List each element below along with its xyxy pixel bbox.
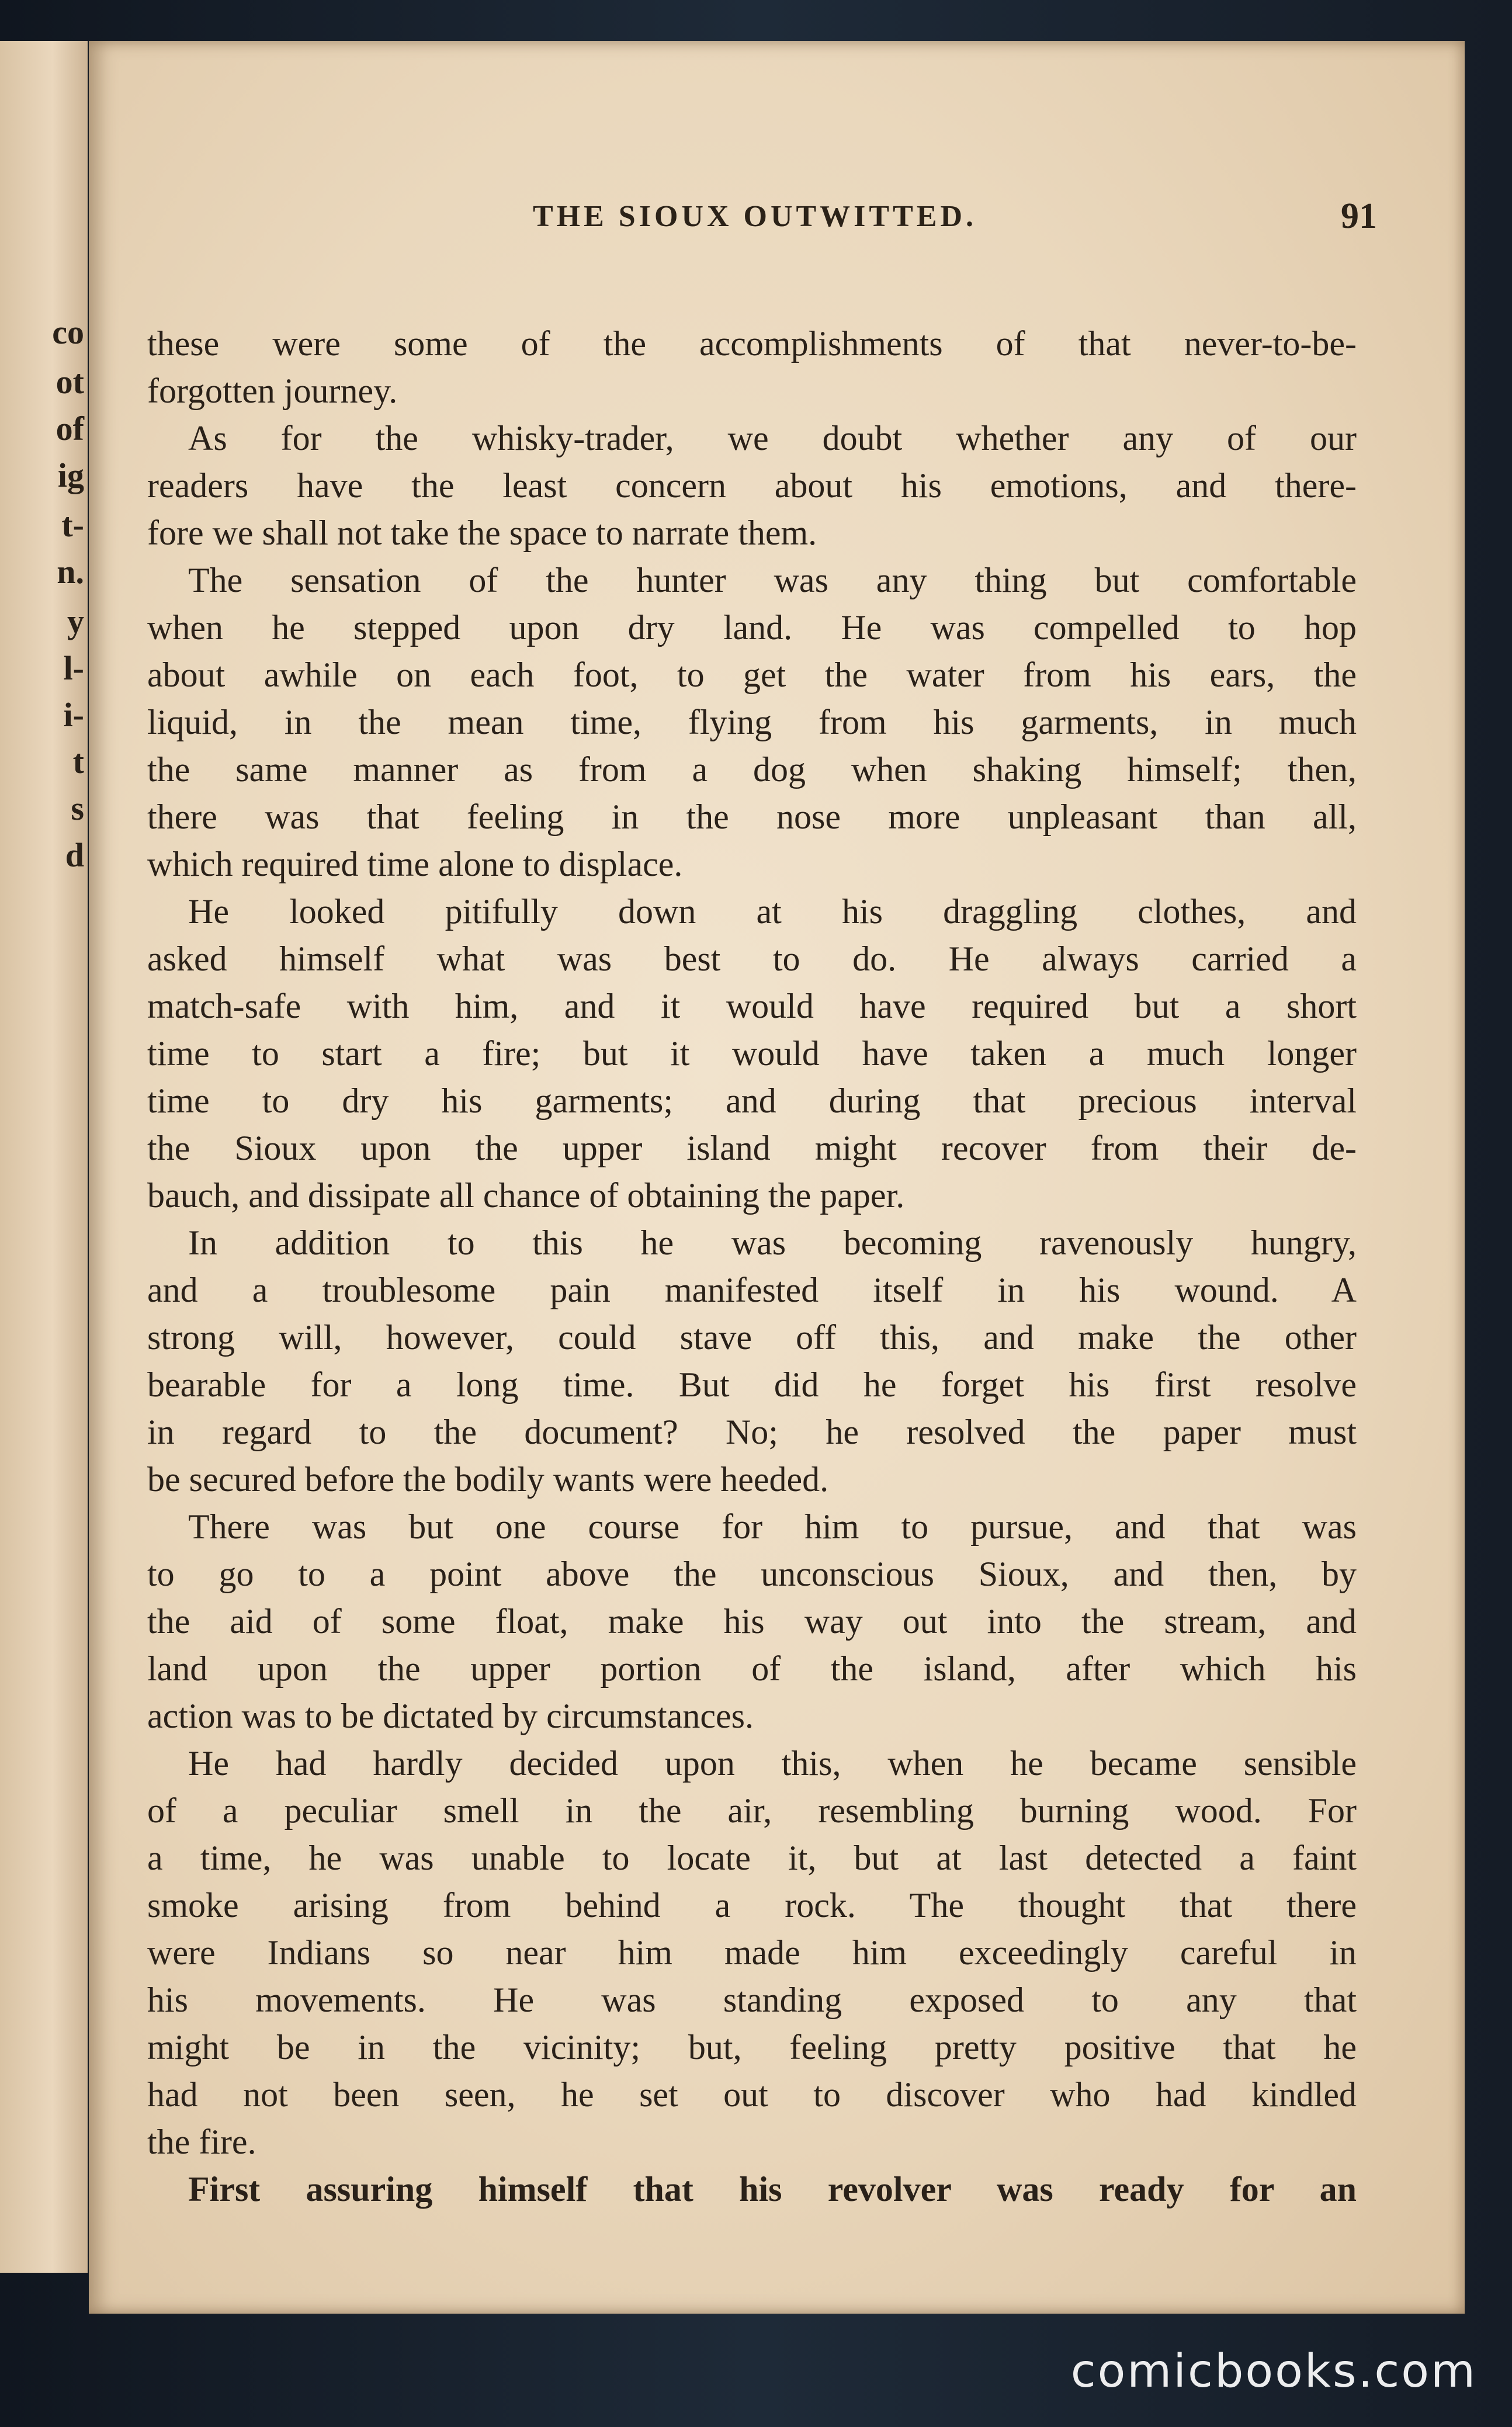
text-line: the fire. bbox=[147, 2123, 256, 2161]
text-line: about awhile on each foot, to get the water from his ears, the bbox=[147, 656, 1357, 694]
left-page-fragment: i- bbox=[63, 696, 84, 734]
text-line: match-safe with him, and it would have required but a short bbox=[147, 987, 1357, 1025]
left-page-fragment: t bbox=[72, 743, 84, 781]
text-line: fore we shall not take the space to narrate them. bbox=[147, 514, 817, 552]
text-line: readers have the least concern about his emotions, and there- bbox=[147, 466, 1357, 505]
text-line: his movements. He was standing exposed to any that bbox=[147, 1981, 1357, 2019]
text-line: There was but one course for him to pursue, and that was bbox=[188, 1507, 1357, 1546]
text-line: action was to be dictated by circumstances. bbox=[147, 1697, 754, 1735]
left-page-fragment: t- bbox=[61, 506, 84, 544]
text-line: time to start a fire; but it would have taken a much longer bbox=[147, 1034, 1357, 1073]
page-number: 91 bbox=[1341, 196, 1377, 236]
text-line: The sensation of the hunter was any thing but comfortable bbox=[188, 561, 1357, 599]
left-page-fragment: ot bbox=[56, 363, 84, 401]
left-page-fragment: y bbox=[67, 602, 84, 640]
text-line: time to dry his garments; and during that precious interval bbox=[147, 1081, 1357, 1120]
left-page-fragment: n. bbox=[57, 553, 84, 591]
left-page-fragment: ig bbox=[57, 456, 84, 494]
text-line: a time, he was unable to locate it, but at last detected a faint bbox=[147, 1839, 1357, 1877]
text-line: when he stepped upon dry land. He was compelled to hop bbox=[147, 608, 1357, 647]
book-page bbox=[89, 41, 1465, 2314]
text-line: In addition to this he was becoming ravenously hungry, bbox=[188, 1223, 1357, 1262]
running-title: THE SIOUX OUTWITTED. bbox=[532, 200, 977, 233]
text-line: of a peculiar smell in the air, resembling burning wood. For bbox=[147, 1791, 1357, 1830]
text-line: the aid of some float, make his way out into the stream, and bbox=[147, 1602, 1357, 1641]
text-line: which required time alone to displace. bbox=[147, 845, 683, 883]
text-line: might be in the vicinity; but, feeling pretty positive that he bbox=[147, 2028, 1357, 2067]
running-head bbox=[89, 196, 1465, 242]
text-line: strong will, however, could stave off this, and make the other bbox=[147, 1318, 1357, 1357]
text-line: He had hardly decided upon this, when he became sensible bbox=[188, 1744, 1357, 1783]
text-line: the same manner as from a dog when shaking himself; then, bbox=[147, 750, 1357, 789]
text-line: the Sioux upon the upper island might recover from their de- bbox=[147, 1129, 1357, 1167]
previous-page-edge bbox=[0, 41, 88, 2273]
text-line: smoke arising from behind a rock. The thought that there bbox=[147, 1886, 1357, 1925]
text-line: bearable for a long time. But did he forget his first resolve bbox=[147, 1365, 1357, 1404]
text-line: As for the whisky-trader, we doubt whether any of our bbox=[188, 419, 1357, 457]
text-line: to go to a point above the unconscious Sioux, and then, by bbox=[147, 1555, 1357, 1593]
left-page-fragment: s bbox=[71, 789, 84, 827]
body-text bbox=[147, 320, 1357, 2213]
left-page-fragment: d bbox=[65, 836, 84, 874]
text-line: in regard to the document? No; he resolved the paper must bbox=[147, 1413, 1357, 1451]
text-line: land upon the upper portion of the island, after which his bbox=[147, 1649, 1357, 1688]
text-line: be secured before the bodily wants were heeded. bbox=[147, 1460, 829, 1499]
text-line: were Indians so near him made him exceedingly careful in bbox=[147, 1933, 1357, 1972]
watermark: comicbooks.com bbox=[1070, 2345, 1477, 2398]
text-line: bauch, and dissipate all chance of obtaining the paper. bbox=[147, 1176, 905, 1215]
left-page-fragment: l- bbox=[63, 649, 84, 687]
text-line: First assuring himself that his revolver was ready for an bbox=[188, 2170, 1357, 2208]
text-line: and a troublesome pain manifested itself in his wound. A bbox=[147, 1271, 1357, 1309]
text-line: these were some of the accomplishments of that never-to-be- bbox=[147, 324, 1357, 363]
text-line: forgotten journey. bbox=[147, 372, 398, 410]
text-line: there was that feeling in the nose more unpleasant than all, bbox=[147, 798, 1357, 836]
text-line: had not been seen, he set out to discover who had kindled bbox=[147, 2075, 1357, 2114]
text-line: liquid, in the mean time, flying from his garments, in much bbox=[147, 703, 1357, 741]
text-line: He looked pitifully down at his draggling clothes, and bbox=[188, 892, 1357, 931]
left-page-fragment: co bbox=[52, 313, 84, 351]
left-page-fragment: of bbox=[56, 410, 84, 448]
text-line: asked himself what was best to do. He always carried a bbox=[147, 939, 1357, 978]
